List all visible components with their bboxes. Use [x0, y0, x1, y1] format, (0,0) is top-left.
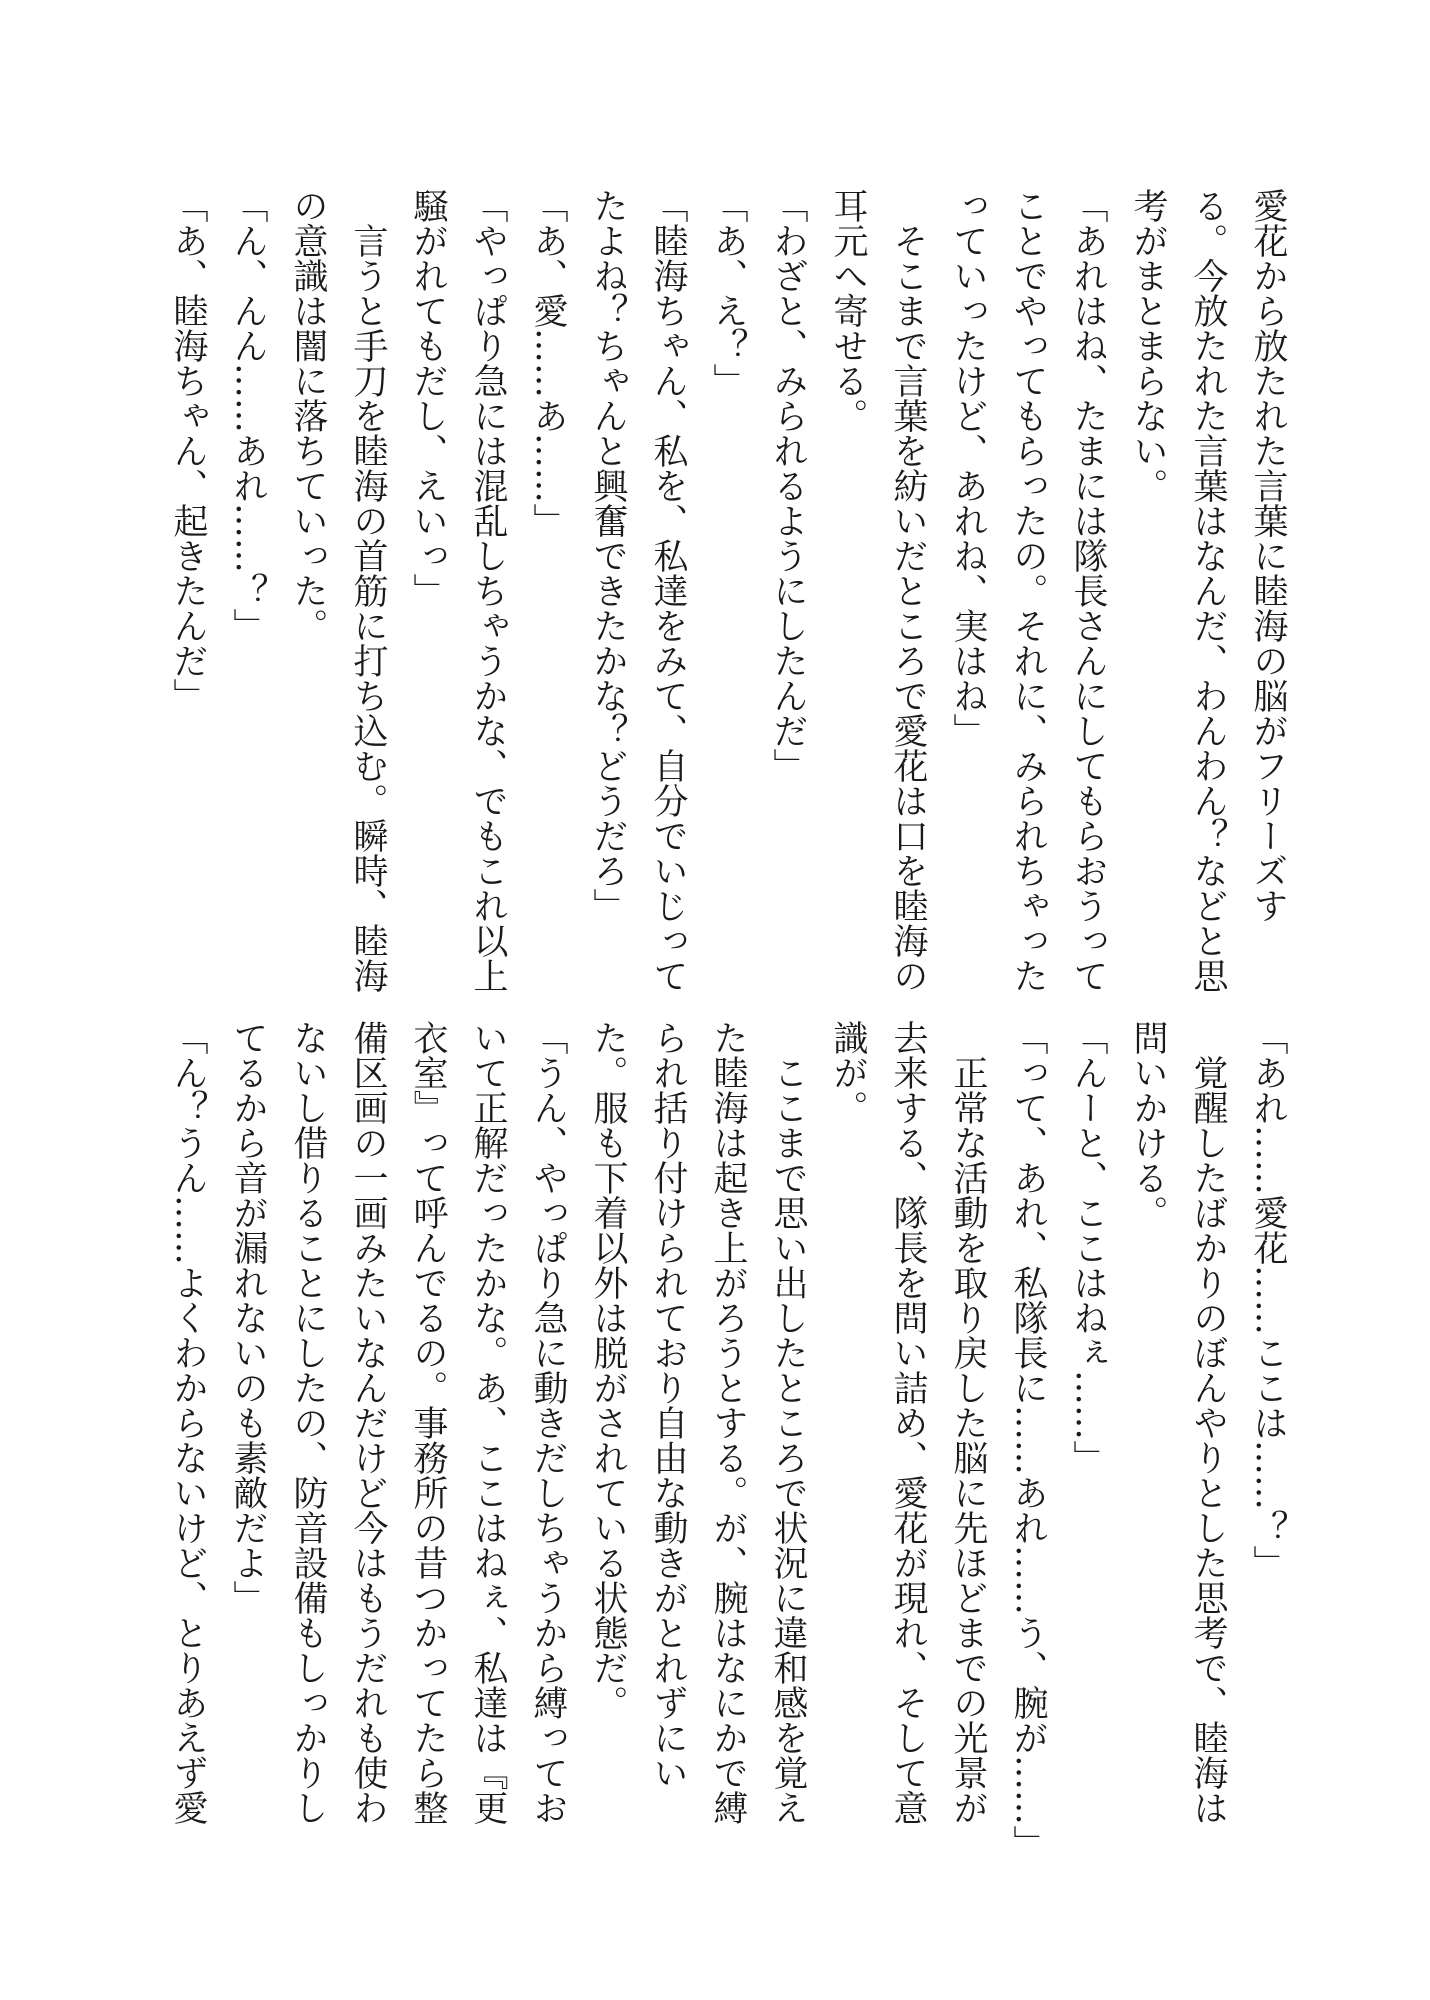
text-line: 「ん、んん……あれ……？」 — [228, 188, 268, 643]
text-line: そこまで言葉を紡いだところで愛花は口を睦海の — [888, 188, 928, 993]
text-line: 耳元へ寄せる。 — [828, 188, 868, 433]
text-line: ここまで思い出したところで状況に違和感を覚え — [768, 1020, 808, 1825]
text-line: 識が。 — [828, 1020, 868, 1125]
text-line: っていったけど、あれね、実はね」 — [948, 188, 988, 748]
bottom-text-block — [158, 1020, 1298, 1860]
text-line: る。今放たれた言葉はなんだ、わんわん？などと思 — [1188, 188, 1228, 993]
text-line: 正常な活動を取り戻した脳に先ほどまでの光景が — [948, 1020, 988, 1825]
text-line: 「あ、愛……あ……」 — [528, 188, 568, 538]
text-line: られ括り付けられており自由な動きがとれずにい — [648, 1020, 688, 1790]
text-line: 備区画の一画みたいなんだけど今はもうだれも使わ — [348, 1020, 388, 1825]
text-line: 衣室』って呼んでるの。事務所の昔つかってたら整 — [408, 1020, 448, 1825]
text-line: 騒がれてもだし、えいっ」 — [408, 188, 448, 608]
text-line: た。服も下着以外は脱がされている状態だ。 — [588, 1020, 628, 1720]
text-line: 「あ、え？」 — [708, 188, 748, 398]
text-line: てるから音が漏れないのも素敵だよ」 — [228, 1020, 268, 1615]
text-line: いて正解だったかな。あ、ここはねぇ、私達は『更 — [468, 1020, 508, 1825]
text-line: た睦海は起き上がろうとする。が、腕はなにかで縛 — [708, 1020, 748, 1825]
top-text-block — [158, 188, 1298, 993]
text-line: ないし借りることにしたの、防音設備もしっかりし — [288, 1020, 328, 1825]
text-line: 言うと手刀を睦海の首筋に打ち込む。瞬時、睦海 — [348, 188, 388, 993]
text-line: 愛花から放たれた言葉に睦海の脳がフリーズす — [1248, 188, 1288, 923]
text-line: 考がまとまらない。 — [1128, 188, 1168, 503]
text-line: 「やっぱり急には混乱しちゃうかな、でもこれ以上 — [468, 188, 508, 993]
text-line: たよね？ちゃんと興奮できたかな？どうだろ」 — [588, 188, 628, 923]
text-line: 「って、あれ、私隊長に……あれ……う、腕が……」 — [1008, 1020, 1048, 1860]
text-line: 「あ、睦海ちゃん、起きたんだ」 — [168, 188, 208, 713]
text-line: 「んーと、ここはねぇ……」 — [1068, 1020, 1108, 1475]
text-line: 「わざと、みられるようにしたんだ」 — [768, 188, 808, 783]
text-line: 「あれ……愛花……ここは……？」 — [1248, 1020, 1288, 1580]
text-line: 「うん、やっぱり急に動きだしちゃうから縛ってお — [528, 1020, 568, 1825]
text-line: ことでやってもらったの。それに、みられちゃった — [1008, 188, 1048, 993]
text-line: 「睦海ちゃん、私を、私達をみて、自分でいじって — [648, 188, 688, 993]
text-line: の意識は闇に落ちていった。 — [288, 188, 328, 643]
text-line: 覚醒したばかりのぼんやりとした思考で、睦海は — [1188, 1020, 1228, 1825]
text-line: 去来する、隊長を問い詰め、愛花が現れ、そして意 — [888, 1020, 928, 1825]
text-line: 問いかける。 — [1128, 1020, 1168, 1230]
text-line: 「ん？うん……よくわからないけど、とりあえず愛 — [168, 1020, 208, 1825]
text-line: 「あれはね、たまには隊長さんにしてもらおうって — [1068, 188, 1108, 993]
